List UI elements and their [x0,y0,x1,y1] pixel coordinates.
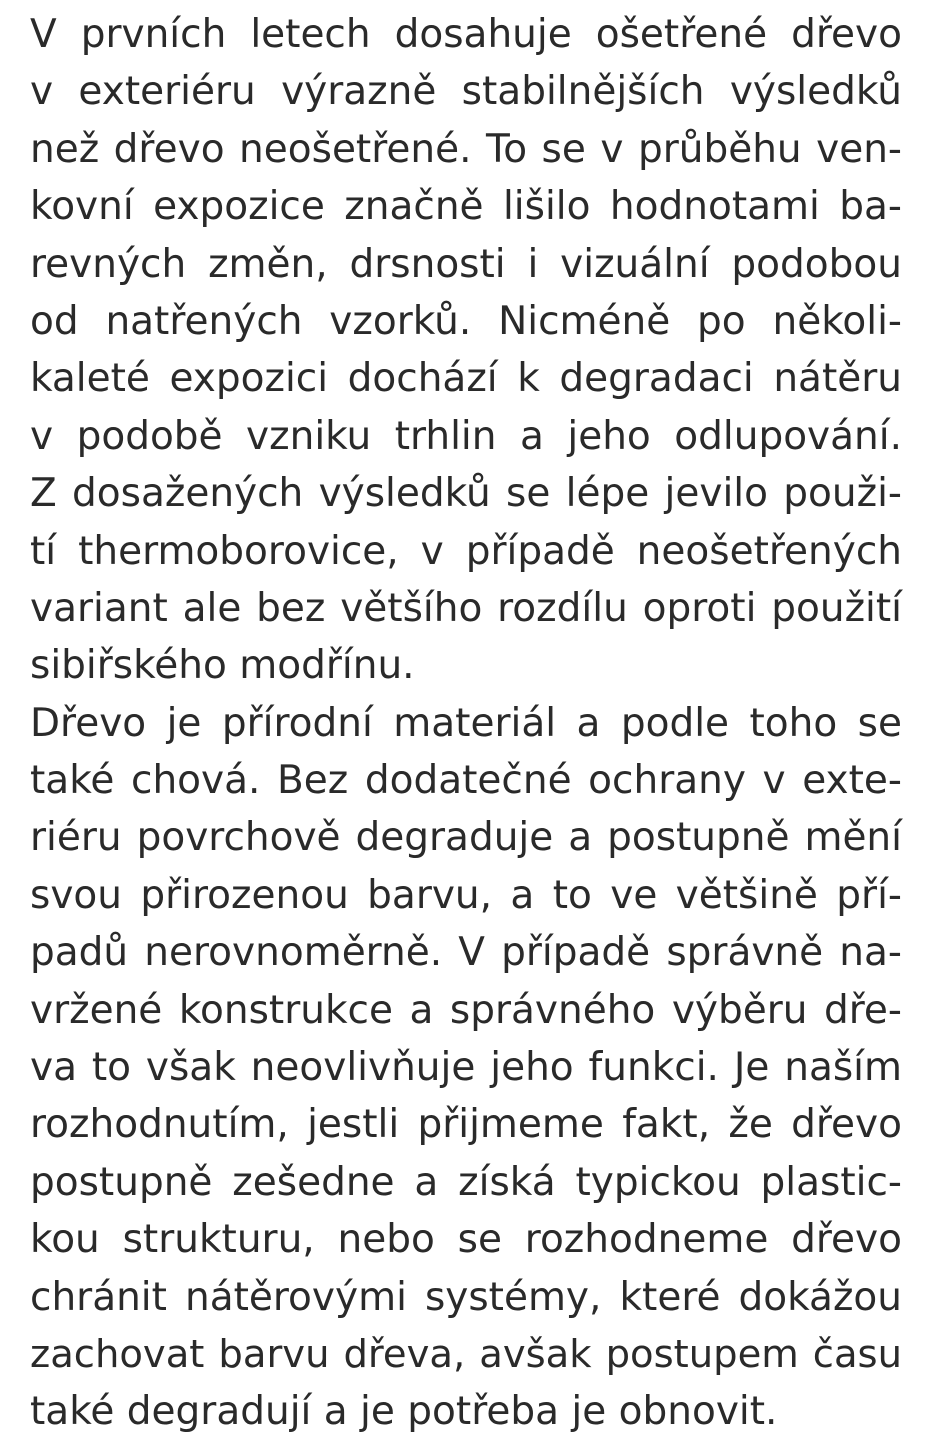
text-line: va to však neovlivňuje jeho funkci. Je naším [30,1045,902,1091]
text-line: v podobě vzniku trhlin a jeho odlupování. [30,413,902,459]
text-line: chránit nátěrovými systémy, které dokážou [30,1274,902,1320]
text-line: také chová. Bez dodatečné ochrany v exte- [30,758,902,804]
text-line: kaleté expozici dochází k degradaci nátěru [30,356,902,402]
text-line: kou strukturu, nebo se rozhodneme dřevo [30,1217,902,1263]
text-line: svou přirozenou barvu, a to ve většině pří- [30,872,902,918]
text-line: padů nerovnoměrně. V případě správně na- [30,930,902,976]
text-line: kovní expozice značně lišilo hodnotami ba- [30,184,902,230]
text-line: v exteriéru výrazně stabilnějších výsledků [30,69,902,115]
text-line: sibiřského modřínu. [30,643,415,689]
text-line: Dřevo je přírodní materiál a podle toho se [30,700,902,746]
text-line: tí thermoborovice, v případě neošetřených [30,528,902,574]
document-text [30,6,902,1441]
text-line: od natřených vzorků. Nicméně po několi- [30,298,902,344]
text-line: zachovat barvu dřeva, avšak postupem času [30,1331,902,1377]
paragraph-2 [30,695,902,1441]
text-line: Z dosažených výsledků se lépe jevilo použi- [30,471,902,517]
text-line: variant ale bez většího rozdílu oproti použití [30,585,902,631]
text-line: riéru povrchově degraduje a postupně mění [30,815,902,861]
text-line: revných změn, drsnosti i vizuální podobou [30,241,902,287]
text-line: vržené konstrukce a správného výběru dře- [30,987,902,1033]
text-line: V prvních letech dosahuje ošetřené dřevo [30,12,902,57]
paragraph-1 [30,6,902,695]
text-line: než dřevo neošetřené. To se v průběhu ven- [30,126,902,172]
text-line: také degradují a je potřeba je obnovit. [30,1389,778,1435]
text-line: rozhodnutím, jestli přijmeme fakt, že dřevo [30,1102,902,1148]
text-line: postupně zešedne a získá typickou plastic- [30,1159,902,1205]
